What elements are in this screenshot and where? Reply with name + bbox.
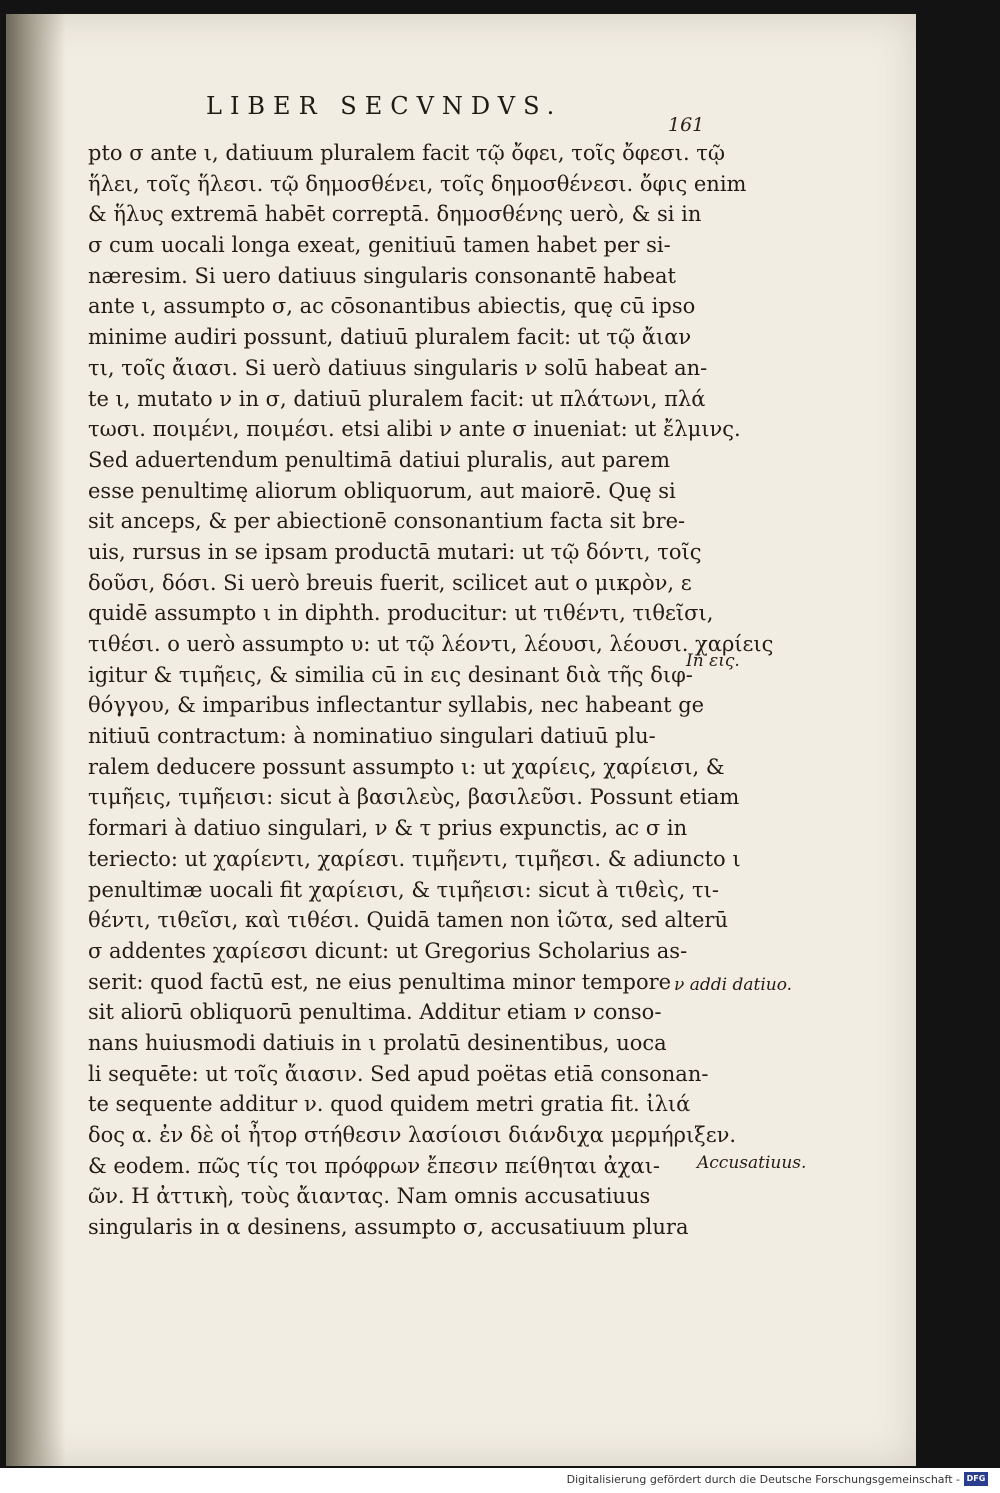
folio-number: 161 xyxy=(668,114,705,136)
text-line: Sed aduertendum penultimā datiui pluralis, aut parem xyxy=(88,447,671,472)
text-line: næresim. Si uero datiuus singularis consonantē habeat xyxy=(88,263,676,288)
text-line: uis, rursus in se ipsam productā mutari: ut τῷ δόντι, τοῖς xyxy=(88,539,702,564)
text-line: pto σ ante ι, datiuum pluralem facit τῷ ὄφει, τοῖς ὄφεσι. τῷ xyxy=(88,141,726,165)
text-line: ralem deducere possunt assumpto ι: ut χαρίεις, χαρίεισι, & xyxy=(88,754,725,779)
text-line: & ἥλυς extremā habēt correptā. δημοσθένης uerò, & si in xyxy=(88,202,702,227)
text-line: ἥλει, τοῖς ἥλεσι. τῷ δημοσθένει, τοῖς δημοσθένεσι. ὄφις enim xyxy=(88,171,747,196)
text-line: formari à datiuo singulari, ν & τ prius expunctis, ac σ in xyxy=(88,816,688,841)
text-line: te ι, mutato ν in σ, datiuū pluralem facit: ut πλάτωνι, πλά xyxy=(88,386,706,411)
dfg-logo: DFG xyxy=(964,1472,988,1486)
text-line: sit aliorū obliquorū penultima. Additur etiam ν conso- xyxy=(88,1000,662,1025)
text-line: θέντι, τιθεῖσι, καὶ τιθέσι. Quidā tamen non ἰῶτα, sed alterū xyxy=(88,908,728,933)
text-line: τωσι. ποιμένι, ποιμέσι. etsi alibi ν ante σ inueniat: ut ἔλμινς. xyxy=(88,417,741,442)
text-line: serit: quod factū est, ne eius penultima minor tempore xyxy=(88,969,672,994)
text-line: & eodem. πῶς τίς τοι πρόφρων ἔπεσιν πείθηται ἀχαι- xyxy=(88,1153,661,1178)
running-header: LIBER SECVNDVS. xyxy=(206,92,563,120)
marginal-note-nu-addi-datiuo: ν addi datiuo. xyxy=(674,975,793,995)
text-line: τιθέσι. ο uerò assumpto υ: ut τῷ λέοντι, λέουσι, λέουσι. χαρίεις xyxy=(88,632,774,656)
text-line: ῶν. Η ἀττικὴ, τοὺς ἄιαντας. Nam omnis accusatiuus xyxy=(88,1184,651,1209)
text-line: δοῦσι, δόσι. Si uerò breuis fuerit, scilicet aut ο μικρὸν, ε xyxy=(88,570,692,595)
text-line: esse penultimę aliorum obliquorum, aut maiorē. Quę si xyxy=(88,478,676,503)
text-line: singularis in α desinens, assumpto σ, accusatiuum plura xyxy=(88,1215,689,1240)
text-line: teriecto: ut χαρίεντι, χαρίεσι. τιμῆεντι, τιμῆεσι. & adiuncto ι xyxy=(88,846,741,871)
text-line: nans huiusmodi datiuis in ι prolatū desinentibus, uoca xyxy=(88,1030,667,1055)
text-line: sit anceps, & per abiectionē consonantium facta sit bre- xyxy=(88,509,686,534)
text-line: τι, τοῖς ἄιασι. Si uerò datiuus singularis ν solū habeat an- xyxy=(88,355,708,380)
text-line: ante ι, assumpto σ, ac cōsonantibus abiectis, quę cū ipso xyxy=(88,294,696,319)
text-line: te sequente additur ν. quod quidem metri gratia fit. ἰλιά xyxy=(88,1092,691,1117)
text-line: li sequēte: ut τοῖς ἄιασιν. Sed apud poëtas etiā consonan- xyxy=(88,1061,709,1086)
text-line: σ addentes χαρίεσσι dicunt: ut Gregorius Scholarius as- xyxy=(88,938,688,963)
footer-bar xyxy=(0,1468,1000,1493)
text-line: σ cum uocali longa exeat, genitiuū tamen habet per si- xyxy=(88,233,671,258)
text-line: quidē assumpto ι in diphth. producitur: ut τιθέντι, τιθεῖσι, xyxy=(88,601,714,626)
text-line: penultimæ uocali fit χαρίεισι, & τιμῆεισι: sicut à τιθεὶς, τι- xyxy=(88,877,719,902)
text-line: δος α. ἐν δὲ οἱ ἦτορ στήθεσιν λασίοισι διάνδιχα μερμήριξεν. xyxy=(88,1123,737,1147)
text-line: τιμῆεις, τιμῆεισι: sicut à βασιλεὺς, βασιλεῦσι. Possunt etiam xyxy=(88,785,740,810)
text-line: igitur & τιμῆεις, & similia cū in εις desinant διὰ τῆς διφ- xyxy=(88,662,693,687)
marginal-note-in-eis: In εις. xyxy=(686,651,740,671)
text-line: nitiuū contractum: à nominatiuo singulari datiuū plu- xyxy=(88,724,656,749)
text-line: θόγγου, & imparibus inflectantur syllabis, nec habeant ge xyxy=(88,693,705,718)
page-gutter-shadow xyxy=(6,14,66,1466)
funding-credit: Digitalisierung gefördert durch die Deutsche Forschungsgemeinschaft - xyxy=(566,1473,960,1486)
marginal-note-accusatiuus: Accusatiuus. xyxy=(697,1153,807,1173)
text-line: minime audiri possunt, datiuū pluralem facit: ut τῷ ἄιαν xyxy=(88,325,692,350)
